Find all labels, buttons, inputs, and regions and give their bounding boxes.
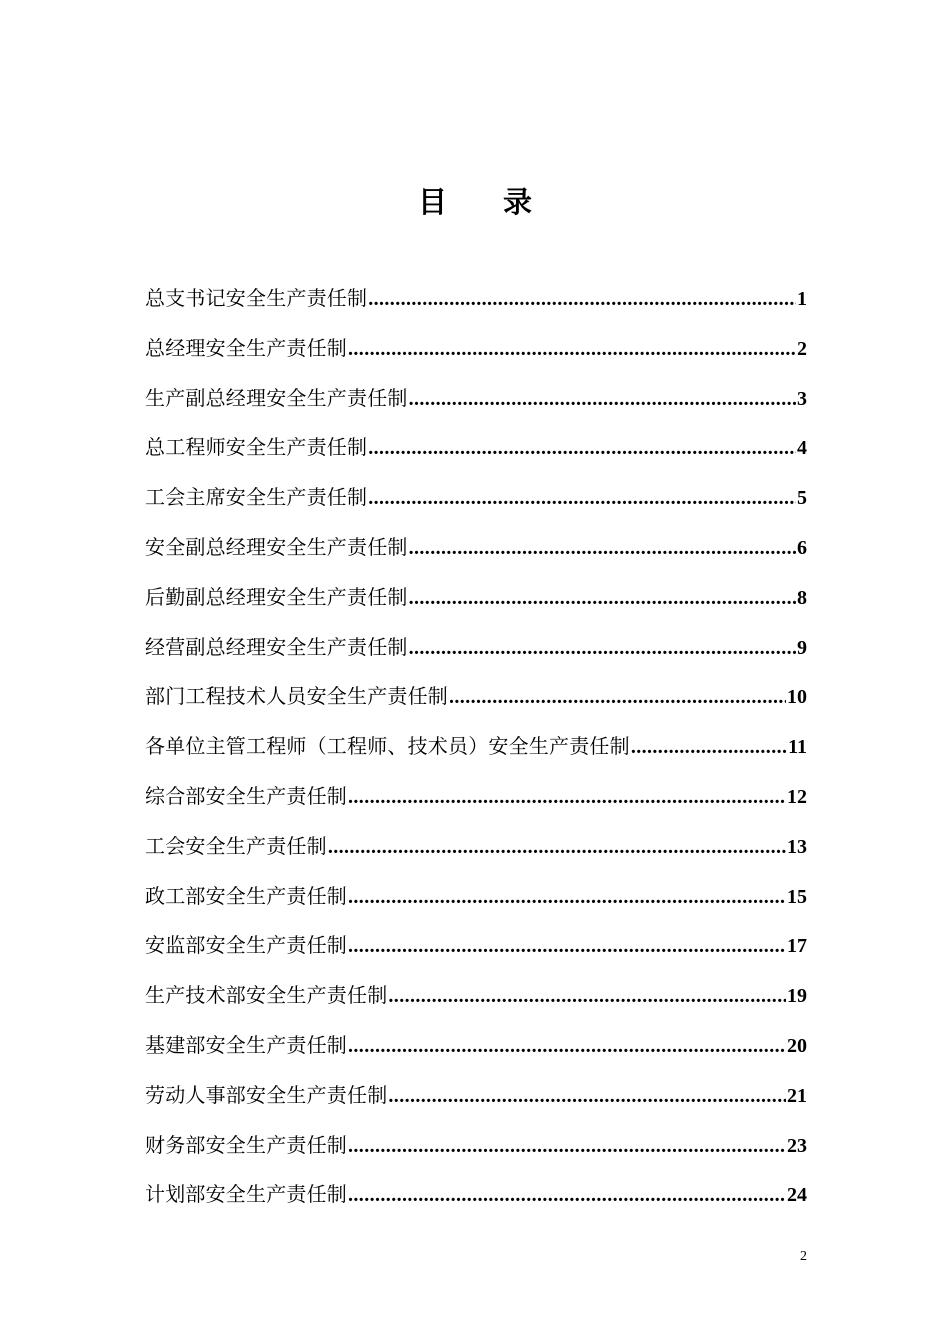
toc-entry[interactable] xyxy=(145,929,807,979)
toc-entry[interactable] xyxy=(145,431,807,481)
toc-entry[interactable] xyxy=(145,282,807,332)
toc-title-char-2: 录 xyxy=(503,185,533,219)
toc-entry-page: 1 xyxy=(797,288,807,310)
toc-entry-label: 劳动人事部安全生产责任制 xyxy=(145,1082,388,1107)
toc-entry-leader xyxy=(409,537,796,560)
toc-entry-page: 24 xyxy=(787,1184,807,1207)
toc-entry-leader xyxy=(348,1184,786,1207)
toc-entry[interactable] xyxy=(145,730,807,780)
toc-entry-page: 9 xyxy=(797,636,807,659)
toc-entry-leader xyxy=(409,637,796,660)
toc-entry-page: 13 xyxy=(787,835,807,858)
toc-entry-label: 计划部安全生产责任制 xyxy=(145,1182,347,1207)
toc-entry-label: 基建部安全生产责任制 xyxy=(145,1032,347,1057)
toc-entry-leader xyxy=(368,437,796,460)
toc-entry-page: 8 xyxy=(797,586,807,609)
toc-entry-leader xyxy=(328,836,786,859)
toc-entry-label: 部门工程技术人员安全生产责任制 xyxy=(145,684,448,709)
toc-entry-label: 工会安全生产责任制 xyxy=(145,833,327,858)
toc-entry-label: 政工部安全生产责任制 xyxy=(145,883,347,908)
toc-title-char-1: 目 xyxy=(417,185,447,219)
toc-entry-page: 23 xyxy=(787,1134,807,1157)
toc-list xyxy=(145,282,807,1228)
toc-entry-label: 后勤副总经理安全生产责任制 xyxy=(145,584,408,609)
page-number: 2 xyxy=(800,1249,807,1264)
toc-entry[interactable] xyxy=(145,780,807,830)
toc-entry-leader xyxy=(409,587,796,610)
toc-entry-label: 总工程师安全生产责任制 xyxy=(145,435,368,460)
toc-entry-page: 21 xyxy=(787,1084,807,1107)
toc-entry-leader xyxy=(348,786,786,809)
toc-entry-page: 12 xyxy=(787,785,807,808)
toc-entry-page: 11 xyxy=(788,736,807,759)
toc-entry-label: 生产副总经理安全生产责任制 xyxy=(145,385,408,410)
toc-entry-label: 综合部安全生产责任制 xyxy=(145,783,347,808)
toc-entry-page: 4 xyxy=(797,437,807,460)
toc-entry[interactable] xyxy=(145,979,807,1029)
toc-entry[interactable] xyxy=(145,332,807,382)
toc-entry-page: 6 xyxy=(797,536,807,559)
toc-entry-page: 5 xyxy=(797,487,807,510)
toc-entry[interactable] xyxy=(145,680,807,730)
toc-entry-leader xyxy=(368,288,796,311)
toc-entry-page: 20 xyxy=(787,1034,807,1057)
toc-entry-page: 17 xyxy=(787,935,807,958)
toc-entry-label: 生产技术部安全生产责任制 xyxy=(145,983,388,1008)
toc-entry-leader xyxy=(348,935,786,958)
toc-entry[interactable] xyxy=(145,1178,807,1228)
toc-entry-leader xyxy=(348,338,796,361)
toc-entry[interactable] xyxy=(145,581,807,631)
toc-entry-label: 工会主席安全生产责任制 xyxy=(145,485,368,510)
toc-entry-leader xyxy=(409,388,796,411)
toc-entry[interactable] xyxy=(145,1029,807,1079)
toc-entry-label: 安监部安全生产责任制 xyxy=(145,933,347,958)
toc-entry[interactable] xyxy=(145,382,807,432)
toc-entry-page: 2 xyxy=(797,337,807,360)
toc-entry-leader xyxy=(449,686,786,709)
toc-entry[interactable] xyxy=(145,880,807,930)
toc-entry-leader xyxy=(348,1135,786,1158)
toc-entry-leader xyxy=(368,487,796,510)
toc-entry-leader xyxy=(631,736,787,759)
toc-entry-page: 15 xyxy=(787,885,807,908)
toc-entry[interactable] xyxy=(145,531,807,581)
toc-entry-page: 3 xyxy=(797,387,807,410)
toc-entry-leader xyxy=(348,1035,786,1058)
toc-entry[interactable] xyxy=(145,1129,807,1179)
toc-entry-label: 总经理安全生产责任制 xyxy=(145,335,347,360)
toc-entry-page: 19 xyxy=(787,985,807,1008)
toc-entry[interactable] xyxy=(145,830,807,880)
toc-entry[interactable] xyxy=(145,631,807,681)
toc-entry-leader xyxy=(348,886,786,909)
toc-entry-label: 财务部安全生产责任制 xyxy=(145,1132,347,1157)
toc-entry[interactable] xyxy=(145,1079,807,1129)
toc-entry-label: 总支书记安全生产责任制 xyxy=(145,286,368,310)
toc-entry-label: 经营副总经理安全生产责任制 xyxy=(145,634,408,659)
toc-title xyxy=(0,180,950,221)
toc-entry-leader xyxy=(388,985,786,1008)
toc-entry-leader xyxy=(388,1085,786,1108)
toc-entry[interactable] xyxy=(145,481,807,531)
toc-entry-label: 各单位主管工程师（工程师、技术员）安全生产责任制 xyxy=(145,734,630,759)
toc-entry-label: 安全副总经理安全生产责任制 xyxy=(145,534,408,559)
toc-entry-page: 10 xyxy=(787,686,807,709)
